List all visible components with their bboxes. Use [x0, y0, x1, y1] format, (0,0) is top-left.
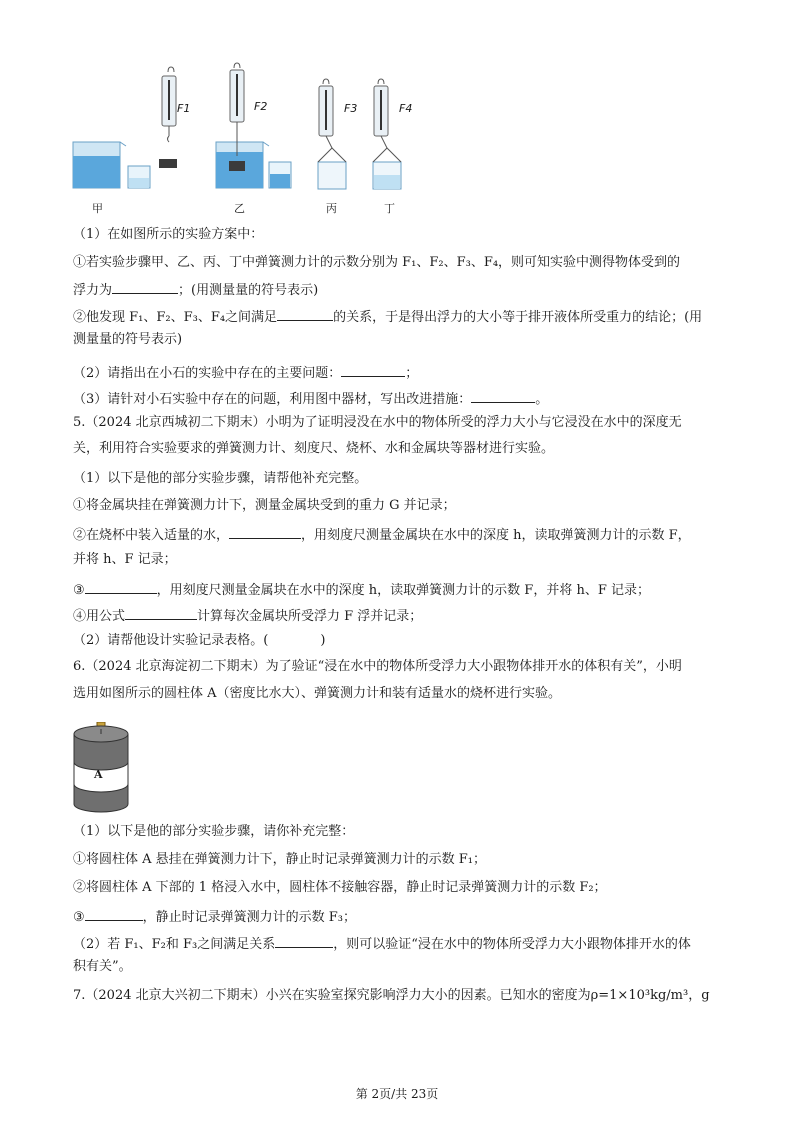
question-5-title: 5.（2024 北京西城初二下期末）小明为了证明浸没在水中的物体所受的浮力大小与它浸没在水中的深度无	[73, 415, 682, 430]
answer-blank[interactable]	[112, 279, 178, 294]
cylinder-label: A	[94, 768, 103, 781]
question-7-title: 7.（2024 北京大兴初二下期末）小兴在实验室探究影响浮力大小的因素。已知水的密度为ρ=1×10³kg/m³，g	[73, 988, 710, 1003]
label-f3: F3	[344, 102, 358, 115]
text-line: ①将金属块挂在弹簧测力计下，测量金属块受到的重力 G 并记录；	[73, 498, 456, 513]
text-line: 关，利用符合实验要求的弹簧测力计、刻度尺、烧杯、水和金属块等器材进行实验。	[73, 441, 555, 456]
caption-jia: 甲	[92, 202, 103, 215]
text-line: ②在烧杯中装入适量的水， ，用刻度尺测量金属块在水中的深度 h，读取弹簧测力计的示数 F，	[73, 524, 691, 545]
text-line: （1）以下是他的部分实验步骤，请帮他补充完整。	[73, 471, 368, 486]
step-ding	[373, 79, 401, 189]
text-line: ①将圆柱体 A 悬挂在弹簧测力计下，静止时记录弹簧测力计的示数 F₁；	[73, 852, 487, 867]
text-line: （1）以下是他的部分实验步骤，请你补充完整：	[73, 824, 355, 839]
text-line: ③ ，静止时记录弹簧测力计的示数 F₃；	[73, 906, 356, 927]
label-f2: F2	[254, 100, 268, 113]
text-line: （2）请指出在小石的实验中存在的主要问题： ；	[73, 362, 418, 383]
text-line: 选用如图所示的圆柱体 A（密度比水大）、弹簧测力计和装有适量水的烧杯进行实验。	[73, 686, 562, 701]
caption-ding: 丁	[384, 202, 395, 215]
question-6-title: 6.（2024 北京海淀初二下期末）为了验证“浸在水中的物体所受浮力大小跟物体排开水的体积有关”，小明	[73, 659, 682, 674]
answer-blank[interactable]	[229, 524, 301, 539]
answer-blank[interactable]	[275, 933, 333, 948]
text-line: ③ ，用刻度尺测量金属块在水中的深度 h，读取弹簧测力计的示数 F，并将 h、F 记录；	[73, 579, 650, 600]
text-line: ②将圆柱体 A 下部的 1 格浸入水中，圆柱体不接触容器，静止时记录弹簧测力计的示数 F₂；	[73, 880, 607, 895]
text-line: 浮力为 ；(用测量量的符号表示)	[73, 279, 318, 300]
answer-blank[interactable]	[125, 605, 197, 620]
answer-blank[interactable]	[471, 388, 535, 403]
text-line: （2）若 F₁、F₂和 F₃之间满足关系 ，则可以验证“浸在水中的物体所受浮力大小跟物体排开水的体	[73, 933, 691, 954]
text-line: ②他发现 F₁、F₂、F₃、F₄之间满足 的关系，于是得出浮力的大小等于排开液体所受重力的结论；(用	[73, 306, 702, 327]
answer-blank[interactable]	[85, 906, 143, 921]
caption-yi: 乙	[234, 202, 245, 215]
answer-blank[interactable]	[341, 362, 405, 377]
step-bing	[318, 79, 346, 189]
text-line: 积有关”。	[73, 959, 132, 974]
text-line: 测量量的符号表示)	[73, 332, 183, 347]
answer-blank[interactable]	[85, 579, 157, 594]
step-jia	[73, 67, 177, 188]
caption-bing: 丙	[326, 202, 337, 215]
text-line: （1）在如图所示的实验方案中：	[73, 227, 264, 242]
text-line: （2）请帮他设计实验记录表格。( )	[73, 633, 326, 648]
text-line: ①若实验步骤甲、乙、丙、丁中弹簧测力计的示数分别为 F₁、F₂、F₃、F₄，则可知实验中测得物体受到的	[73, 255, 681, 270]
experiment-figure	[70, 62, 415, 212]
step-yi	[216, 63, 291, 188]
text-line: 并将 h、F 记录；	[73, 552, 177, 567]
text-line: ④用公式 计算每次金属块所受浮力 F 浮并记录；	[73, 605, 422, 626]
text-line: （3）请针对小石实验中存在的问题，利用图中器材，写出改进措施： 。	[73, 388, 548, 409]
label-f4: F4	[399, 102, 413, 115]
answer-blank[interactable]	[277, 306, 333, 321]
page-footer: 第 2页/共 23页	[355, 1087, 439, 1101]
label-f1: F1	[177, 102, 191, 115]
